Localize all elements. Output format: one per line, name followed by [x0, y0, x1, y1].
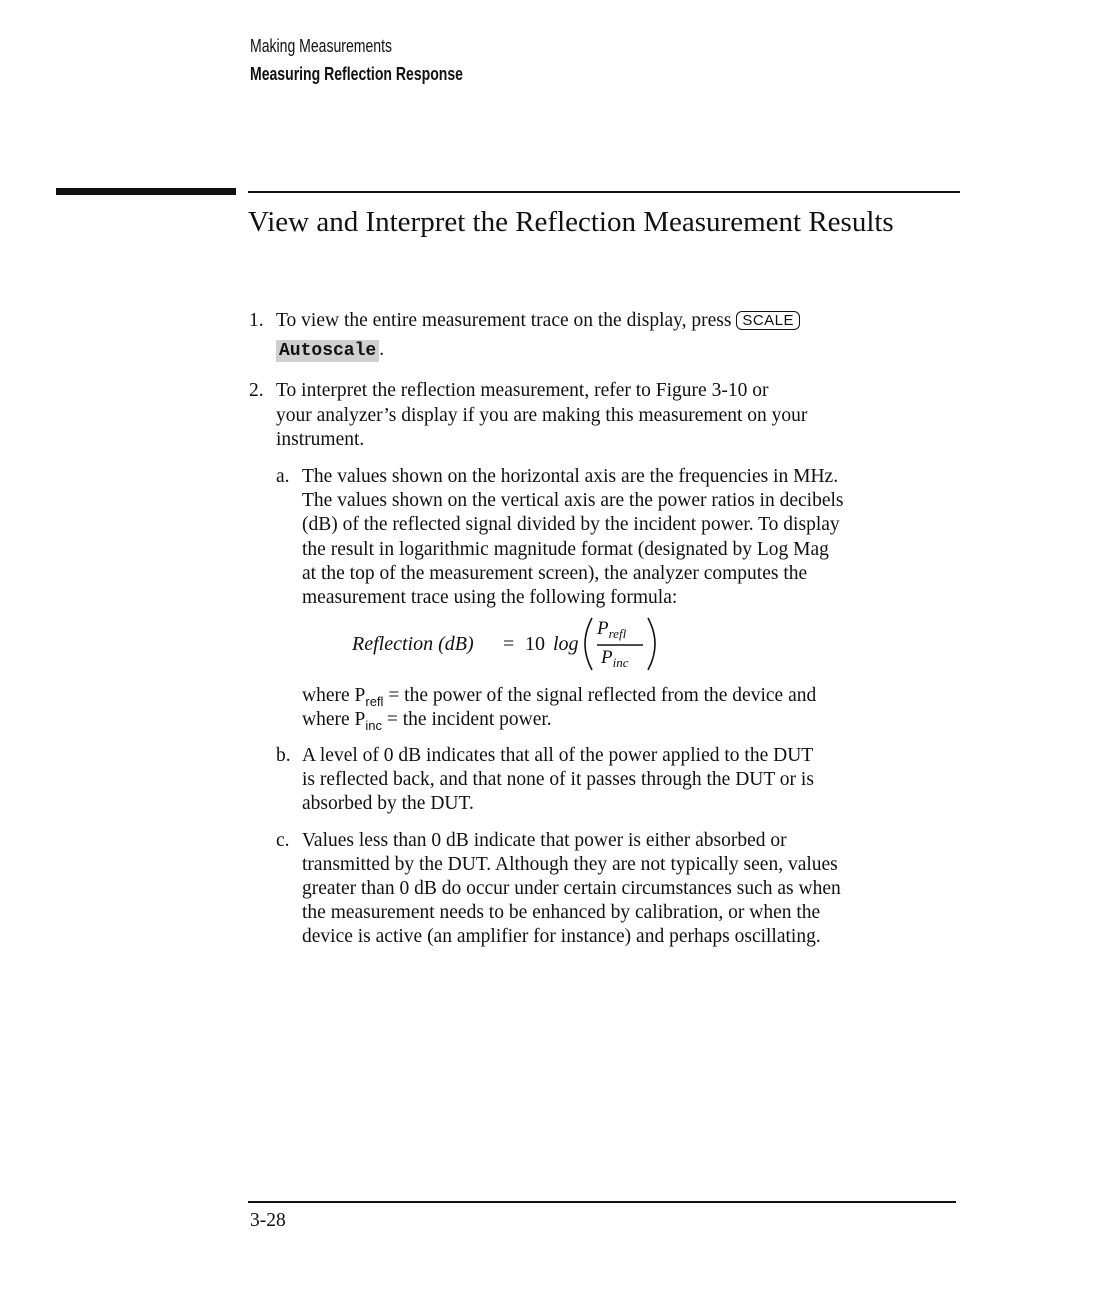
- running-header-section: Making Measurements: [250, 36, 393, 56]
- step-1-line: [276, 309, 800, 333]
- step-2-line: To interpret the reflection measurement, refer to Figure 3-10 or: [276, 380, 769, 401]
- formula-log: log: [553, 633, 579, 655]
- section-rule: [248, 191, 960, 193]
- item-a-line: The values shown on the vertical axis are the power ratios in decibels: [302, 490, 844, 511]
- item-b-line: A level of 0 dB indicates that all of the power applied to the DUT: [302, 745, 814, 766]
- step-1-line-2: [276, 338, 384, 363]
- step-1-end: .: [379, 339, 385, 360]
- item-a-line: the result in logarithmic magnitude format (designated by Log Mag: [302, 539, 829, 560]
- item-b-line: absorbed by the DUT.: [302, 793, 474, 814]
- formula-equals: =: [503, 633, 515, 655]
- item-a-line: The values shown on the horizontal axis are the frequencies in MHz.: [302, 466, 839, 487]
- page-number: 3-28: [250, 1210, 286, 1231]
- autoscale-softkey: Autoscale: [276, 340, 379, 362]
- item-a-letter: a.: [276, 466, 290, 487]
- section-marker-bar: [56, 188, 236, 195]
- step-1-text: To view the entire measurement trace on the display, press: [276, 310, 732, 331]
- formula-coef: 10: [525, 633, 545, 655]
- item-a-line: at the top of the measurement screen), the analyzer computes the: [302, 563, 808, 584]
- step-2-line: instrument.: [276, 429, 365, 450]
- footer-rule: [248, 1201, 956, 1203]
- page-title: View and Interpret the Reflection Measurement Results: [248, 206, 894, 238]
- step-2-number: 2.: [249, 380, 264, 401]
- where-inc-line: where $P_{inc}$ = the incident power.: [302, 709, 552, 733]
- item-a-line: (dB) of the reflected signal divided by the incident power. To display: [302, 514, 840, 535]
- formula-denominator: $P_{inc}$: [601, 647, 629, 670]
- item-c-line: the measurement needs to be enhanced by calibration, or when the: [302, 902, 821, 923]
- item-c-line: greater than 0 dB do occur under certain circumstances such as when: [302, 878, 841, 899]
- formula-numerator: $P_{refl}$: [597, 618, 627, 641]
- step-2-line: your analyzer’s display if you are making this measurement on your: [276, 405, 808, 426]
- item-b-line: is reflected back, and that none of it passes through the DUT or is: [302, 769, 814, 790]
- formula-lhs: Reflection (dB): [352, 633, 474, 655]
- item-c-line: Values less than 0 dB indicate that power is either absorbed or: [302, 830, 787, 851]
- where-refl-line: where $P_{refl}$ = the power of the signal reflected from the device and: [302, 685, 817, 709]
- scale-key: SCALE: [736, 311, 800, 330]
- step-1-number: 1.: [249, 310, 264, 331]
- item-a-line: measurement trace using the following formula:: [302, 587, 678, 608]
- item-b-letter: b.: [276, 745, 291, 766]
- item-c-line: device is active (an amplifier for instance) and perhaps oscillating.: [302, 926, 821, 947]
- item-c-letter: c.: [276, 830, 290, 851]
- item-c-line: transmitted by the DUT. Although they are not typically seen, values: [302, 854, 838, 875]
- running-header-subsection: Measuring Reflection Response: [250, 64, 463, 84]
